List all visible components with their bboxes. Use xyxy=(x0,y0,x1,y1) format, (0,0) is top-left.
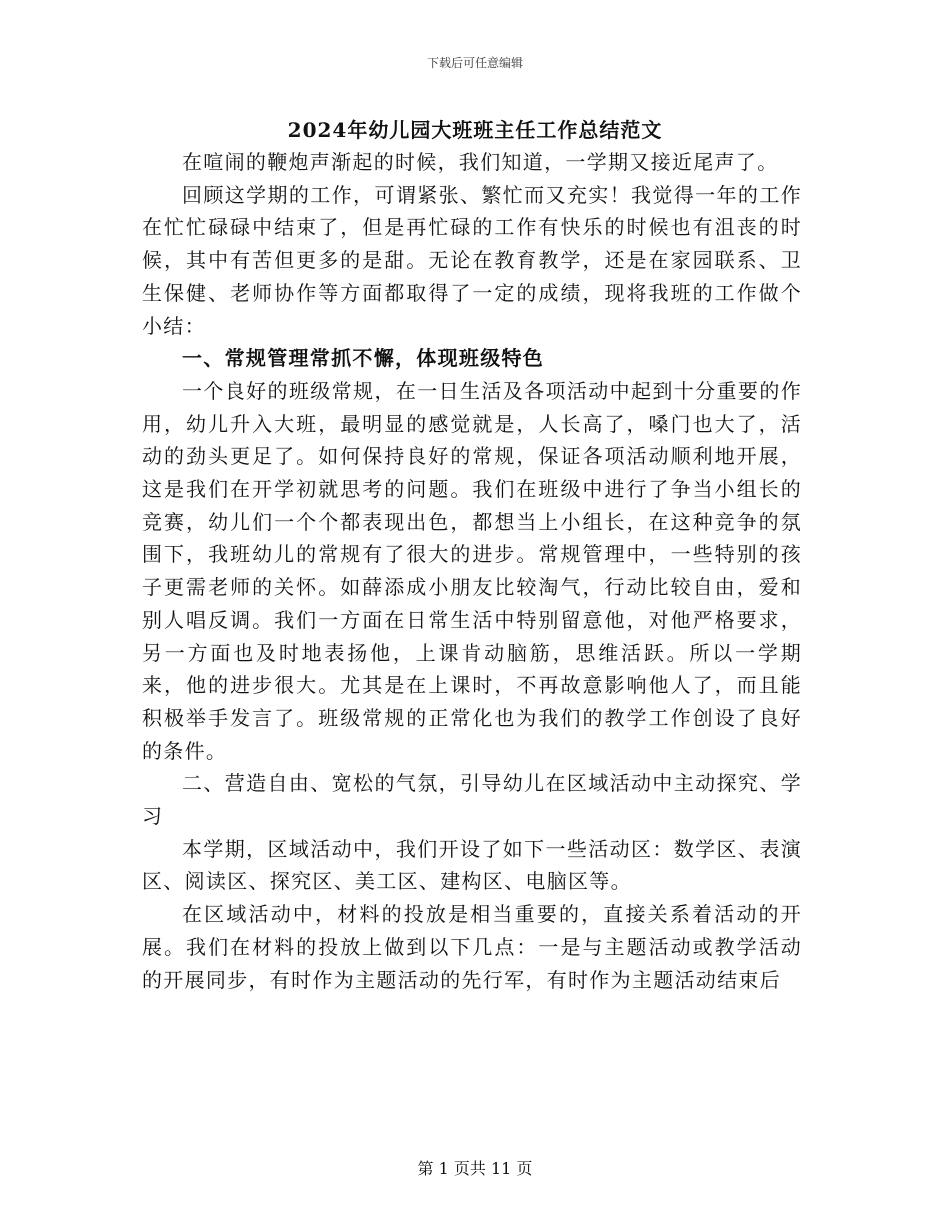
paragraph-activity-areas: 本学期，区域活动中，我们开设了如下一些活动区：数学区、表演区、阅读区、探究区、美工区、建构区、电脑区等。 xyxy=(142,836,802,894)
paragraph-materials: 在区域活动中，材料的投放是相当重要的，直接关系着活动的开展。我们在材料的投放上做到以下几点：一是与主题活动或教学活动的开展同步，有时作为主题活动的先行军，有时作为主题活动结束后 xyxy=(142,902,802,992)
document-title: 2024年幼儿园大班班主任工作总结范文 xyxy=(287,118,663,142)
section-heading-2: 二、营造自由、宽松的气氛，引导幼儿在区域活动中主动探究、学习 xyxy=(142,771,802,829)
document-body xyxy=(142,146,802,996)
page-number: 第 1 页共 11 页 xyxy=(417,1159,533,1178)
paragraph-review: 回顾这学期的工作，可谓紧张、繁忙而又充实！我觉得一年的工作在忙忙碌碌中结束了，但是再忙碌的工作有快乐的时候也有沮丧的时候，其中有苦但更多的是甜。无论在教育教学，还是在家园联系、卫生保健、老师协作等方面都取得了一定的成绩，现将我班的工作做个小结： xyxy=(142,182,802,338)
paragraph-intro: 在喧闹的鞭炮声渐起的时候，我们知道，一学期又接近尾声了。 xyxy=(182,150,779,174)
paragraph-routine: 一个良好的班级常规，在一日生活及各项活动中起到十分重要的作用，幼儿升入大班，最明显的感觉就是，人长高了，嗓门也大了，活动的劲头更足了。如何保持良好的常规，保证各项活动顺利地开展，这是我们在开学初就思考的问题。我们在班级中进行了争当小组长的竞赛，幼儿们一个个都表现出色，都想当上小组长，在这种竞争的氛围下，我班幼儿的常规有了很大的进步。常规管理中，一些特别的孩子更需老师的关怀。如薛添成小朋友比较淘气，行动比较自由，爱和别人唱反调。我们一方面在日常生活中特别留意他，对他严格要求，另一方面也及时地表扬他，上课肯动脑筋，思维活跃。所以一学期来，他的进步很大。尤其是在上课时，不再故意影响他人了，而且能积极举手发言了。班级常规的正常化也为我们的教学工作创设了良好的条件。 xyxy=(142,378,802,763)
header-note: 下载后可任意编辑 xyxy=(426,56,523,70)
section-heading-1: 一、常规管理常抓不懈，体现班级特色 xyxy=(182,346,545,371)
